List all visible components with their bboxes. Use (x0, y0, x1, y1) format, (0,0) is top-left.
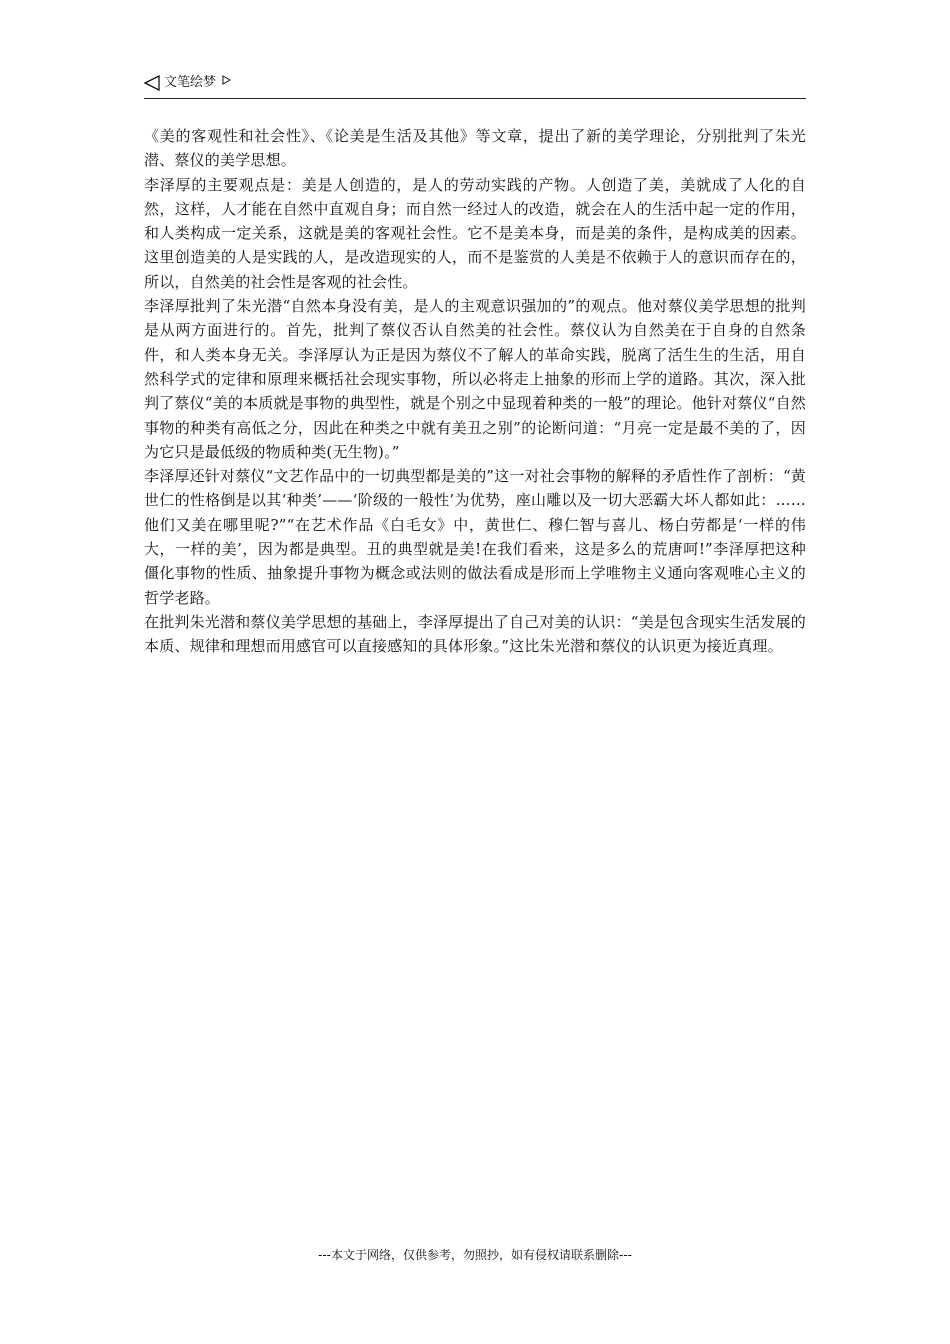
paragraph: 李泽厚还针对蔡仪“文艺作品中的一切典型都是美的”这一对社会事物的解释的矛盾性作了剖析：“黄世仁的性格倒是以其‘种类’——‘阶级的一般性’为优势，座山雕以及一切大恶霸大坏人都如此：……他们又美在哪里呢?”“在艺术作品《白毛女》中，黄世仁、穆仁智与喜儿、杨白劳都是‘一样的伟大，一样的美’，因为都是典型。丑的典型就是美!在我们看来，这是多么的荒唐呵!”李泽厚把这种僵化事物的性质、抽象提升事物为概念或法则的做法看成是形而上学唯物主义通向客观唯心主义的哲学老路。 (144, 467, 807, 607)
paragraph: 李泽厚的主要观点是：美是人创造的，是人的劳动实践的产物。人创造了美，美就成了人化的自然，这样，人才能在自然中直观自身；而自然一经过人的改造，就会在人的生活中起一定的作用，和人类构成一定关系，这就是美的客观社会性。它不是美本身，而是美的条件，是构成美的因素。这里创造美的人是实践的人，是改造现实的人，而不是鉴赏的人美是不依赖于人的意识而存在的，所以，自然美的社会性是客观的社会性。 (144, 175, 806, 291)
triangle-right-icon (222, 75, 231, 85)
paragraph: 《美的客观性和社会性》、《论美是生活及其他》等文章，提出了新的美学理论，分别批判了朱光潜、蔡仪的美学思想。 (144, 127, 806, 170)
page-header (144, 74, 806, 99)
page-footer: ---本文于网络，仅供参考，勿照抄，如有侵权请联系删除--- (318, 1248, 632, 1262)
triangle-left-icon (144, 75, 160, 91)
header-brand (144, 75, 231, 91)
document-body (144, 124, 806, 659)
paragraph: 李泽厚批判了朱光潜“自然本身没有美，是人的主观意识强加的”的观点。他对蔡仪美学思想的批判是从两方面进行的。首先，批判了蔡仪否认自然美的社会性。蔡仪认为自然美在于自身的自然条件，和人类本身无关。李泽厚认为正是因为蔡仪不了解人的革命实践，脱离了活生生的生活，用自然科学式的定律和原理来概括社会现实事物，所以必将走上抽象的形而上学的道路。其次，深入批判了蔡仪“美的本质就是事物的典型性，就是个别之中显现着种类的一般”的理论。他针对蔡仪“自然事物的种类有高低之分，因此在种类之中就有美丑之别”的论断问道：“月亮一定是最不美的了，因为它只是最低级的物质种类(无生物)。” (144, 297, 807, 461)
header-title: 文笔绘梦 (164, 75, 217, 90)
paragraph: 在批判朱光潜和蔡仪美学思想的基础上，李泽厚提出了自己对美的认识：“美是包含现实生活发展的本质、规律和理想而用感官可以直接感知的具体形象。”这比朱光潜和蔡仪的认识更为接近真理。 (144, 612, 806, 656)
